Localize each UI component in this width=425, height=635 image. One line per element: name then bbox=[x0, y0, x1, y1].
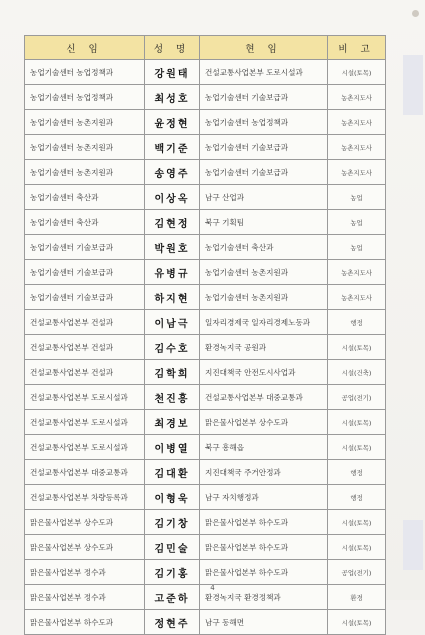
new-post-cell: 농업기술센터 기술보급과 bbox=[25, 235, 145, 260]
table-row bbox=[25, 185, 386, 210]
current-post-cell: 맑은물사업본부 하수도과 bbox=[200, 535, 328, 560]
table-row bbox=[25, 110, 386, 135]
header-name: 성 명 bbox=[145, 36, 200, 60]
table-row bbox=[25, 610, 386, 635]
name-cell: 하지현 bbox=[145, 285, 200, 310]
current-post-cell: 농업기술센터 농업정책과 bbox=[200, 110, 328, 135]
remark-cell: 시설(토목) bbox=[328, 335, 386, 360]
name-cell: 이상옥 bbox=[145, 185, 200, 210]
remark-cell: 행정 bbox=[328, 310, 386, 335]
name-cell: 백기준 bbox=[145, 135, 200, 160]
remark-cell: 시설(토목) bbox=[328, 610, 386, 635]
name-cell: 강원태 bbox=[145, 60, 200, 85]
name-cell: 김기창 bbox=[145, 510, 200, 535]
current-post-cell: 환경녹지국 환경정책과 bbox=[200, 585, 328, 610]
table-row bbox=[25, 560, 386, 585]
new-post-cell: 농업기술센터 농업정책과 bbox=[25, 85, 145, 110]
table-row bbox=[25, 210, 386, 235]
table-row bbox=[25, 160, 386, 185]
remark-cell: 공업(전기) bbox=[328, 385, 386, 410]
name-cell: 이병열 bbox=[145, 435, 200, 460]
remark-cell: 행정 bbox=[328, 485, 386, 510]
current-post-cell: 맑은물사업본부 하수도과 bbox=[200, 560, 328, 585]
current-post-cell: 농업기술센터 축산과 bbox=[200, 235, 328, 260]
table-row bbox=[25, 60, 386, 85]
new-post-cell: 건설교통사업본부 건설과 bbox=[25, 360, 145, 385]
remark-cell: 농촌지도사 bbox=[328, 85, 386, 110]
current-post-cell: 농업기술센터 기술보급과 bbox=[200, 160, 328, 185]
remark-cell: 시설(토목) bbox=[328, 435, 386, 460]
name-cell: 이남극 bbox=[145, 310, 200, 335]
current-post-cell: 농업기술센터 기술보급과 bbox=[200, 135, 328, 160]
new-post-cell: 건설교통사업본부 대중교통과 bbox=[25, 460, 145, 485]
current-post-cell: 지진대책국 주거안정과 bbox=[200, 460, 328, 485]
remark-cell: 시설(토목) bbox=[328, 60, 386, 85]
name-cell: 최경보 bbox=[145, 410, 200, 435]
remark-cell: 시설(토목) bbox=[328, 410, 386, 435]
name-cell: 박원호 bbox=[145, 235, 200, 260]
remark-cell: 농업 bbox=[328, 235, 386, 260]
remark-cell: 농촌지도사 bbox=[328, 110, 386, 135]
table-row bbox=[25, 410, 386, 435]
current-post-cell: 남구 자치행정과 bbox=[200, 485, 328, 510]
new-post-cell: 건설교통사업본부 도로시설과 bbox=[25, 410, 145, 435]
current-post-cell: 일자리경제국 일자리경제노동과 bbox=[200, 310, 328, 335]
name-cell: 송영주 bbox=[145, 160, 200, 185]
current-post-cell: 남구 산업과 bbox=[200, 185, 328, 210]
new-post-cell: 농업기술센터 농업정책과 bbox=[25, 60, 145, 85]
new-post-cell: 맑은물사업본부 상수도과 bbox=[25, 535, 145, 560]
name-cell: 유병규 bbox=[145, 260, 200, 285]
new-post-cell: 건설교통사업본부 건설과 bbox=[25, 310, 145, 335]
new-post-cell: 농업기술센터 농촌지원과 bbox=[25, 110, 145, 135]
current-post-cell: 건설교통사업본부 도로시설과 bbox=[200, 60, 328, 85]
name-cell: 이형욱 bbox=[145, 485, 200, 510]
table-header-row bbox=[25, 36, 386, 60]
current-post-cell: 맑은물사업본부 하수도과 bbox=[200, 510, 328, 535]
table-row bbox=[25, 360, 386, 385]
remark-cell: 시설(건축) bbox=[328, 360, 386, 385]
name-cell: 천진흥 bbox=[145, 385, 200, 410]
new-post-cell: 농업기술센터 축산과 bbox=[25, 185, 145, 210]
name-cell: 김대환 bbox=[145, 460, 200, 485]
table-row bbox=[25, 335, 386, 360]
remark-cell: 시설(토목) bbox=[328, 510, 386, 535]
name-cell: 김민술 bbox=[145, 535, 200, 560]
new-post-cell: 맑은물사업본부 하수도과 bbox=[25, 610, 145, 635]
current-post-cell: 환경녹지국 공원과 bbox=[200, 335, 328, 360]
current-post-cell: 북구 기획팀 bbox=[200, 210, 328, 235]
current-post-cell: 농업기술센터 농촌지원과 bbox=[200, 260, 328, 285]
name-cell: 김현정 bbox=[145, 210, 200, 235]
current-post-cell: 북구 흥해읍 bbox=[200, 435, 328, 460]
remark-cell: 시설(토목) bbox=[328, 535, 386, 560]
table-row bbox=[25, 285, 386, 310]
table-row bbox=[25, 510, 386, 535]
new-post-cell: 농업기술센터 기술보급과 bbox=[25, 260, 145, 285]
table-row bbox=[25, 260, 386, 285]
name-cell: 정현주 bbox=[145, 610, 200, 635]
table-row bbox=[25, 135, 386, 160]
table-row bbox=[25, 310, 386, 335]
table-row bbox=[25, 235, 386, 260]
header-remarks: 비 고 bbox=[328, 36, 386, 60]
new-post-cell: 농업기술센터 기술보급과 bbox=[25, 285, 145, 310]
remark-cell: 농촌지도사 bbox=[328, 260, 386, 285]
remark-cell: 농촌지도사 bbox=[328, 135, 386, 160]
remark-cell: 농업 bbox=[328, 210, 386, 235]
bleed-through-mark bbox=[403, 520, 423, 570]
table-row bbox=[25, 435, 386, 460]
new-post-cell: 건설교통사업본부 도로시설과 bbox=[25, 385, 145, 410]
table-row bbox=[25, 460, 386, 485]
current-post-cell: 남구 동해면 bbox=[200, 610, 328, 635]
remark-cell: 농업 bbox=[328, 185, 386, 210]
punch-hole bbox=[412, 10, 419, 17]
header-current-post: 현 임 bbox=[200, 36, 328, 60]
page-number: 4 bbox=[210, 584, 215, 592]
current-post-cell: 농업기술센터 기술보급과 bbox=[200, 85, 328, 110]
current-post-cell: 농업기술센터 농촌지원과 bbox=[200, 285, 328, 310]
new-post-cell: 농업기술센터 농촌지원과 bbox=[25, 135, 145, 160]
remark-cell: 행정 bbox=[328, 460, 386, 485]
table-row bbox=[25, 85, 386, 110]
name-cell: 윤정현 bbox=[145, 110, 200, 135]
new-post-cell: 건설교통사업본부 건설과 bbox=[25, 335, 145, 360]
table-row bbox=[25, 385, 386, 410]
new-post-cell: 맑은물사업본부 상수도과 bbox=[25, 510, 145, 535]
name-cell: 김학희 bbox=[145, 360, 200, 385]
table-row bbox=[25, 535, 386, 560]
current-post-cell: 맑은물사업본부 상수도과 bbox=[200, 410, 328, 435]
new-post-cell: 건설교통사업본부 차량등록과 bbox=[25, 485, 145, 510]
current-post-cell: 지진대책국 안전도시사업과 bbox=[200, 360, 328, 385]
table-row bbox=[25, 485, 386, 510]
new-post-cell: 맑은물사업본부 정수과 bbox=[25, 560, 145, 585]
personnel-table bbox=[24, 35, 386, 635]
new-post-cell: 농업기술센터 축산과 bbox=[25, 210, 145, 235]
remark-cell: 농촌지도사 bbox=[328, 285, 386, 310]
remark-cell: 농촌지도사 bbox=[328, 160, 386, 185]
bleed-through-mark bbox=[403, 55, 423, 115]
current-post-cell: 건설교통사업본부 대중교통과 bbox=[200, 385, 328, 410]
name-cell: 김수호 bbox=[145, 335, 200, 360]
new-post-cell: 건설교통사업본부 도로시설과 bbox=[25, 435, 145, 460]
name-cell: 최성호 bbox=[145, 85, 200, 110]
new-post-cell: 농업기술센터 농촌지원과 bbox=[25, 160, 145, 185]
header-new-post: 신 임 bbox=[25, 36, 145, 60]
name-cell: 김기홍 bbox=[145, 560, 200, 585]
remark-cell: 환경 bbox=[328, 585, 386, 610]
new-post-cell: 맑은물사업본부 정수과 bbox=[25, 585, 145, 610]
remark-cell: 공업(전기) bbox=[328, 560, 386, 585]
name-cell: 고준하 bbox=[145, 585, 200, 610]
